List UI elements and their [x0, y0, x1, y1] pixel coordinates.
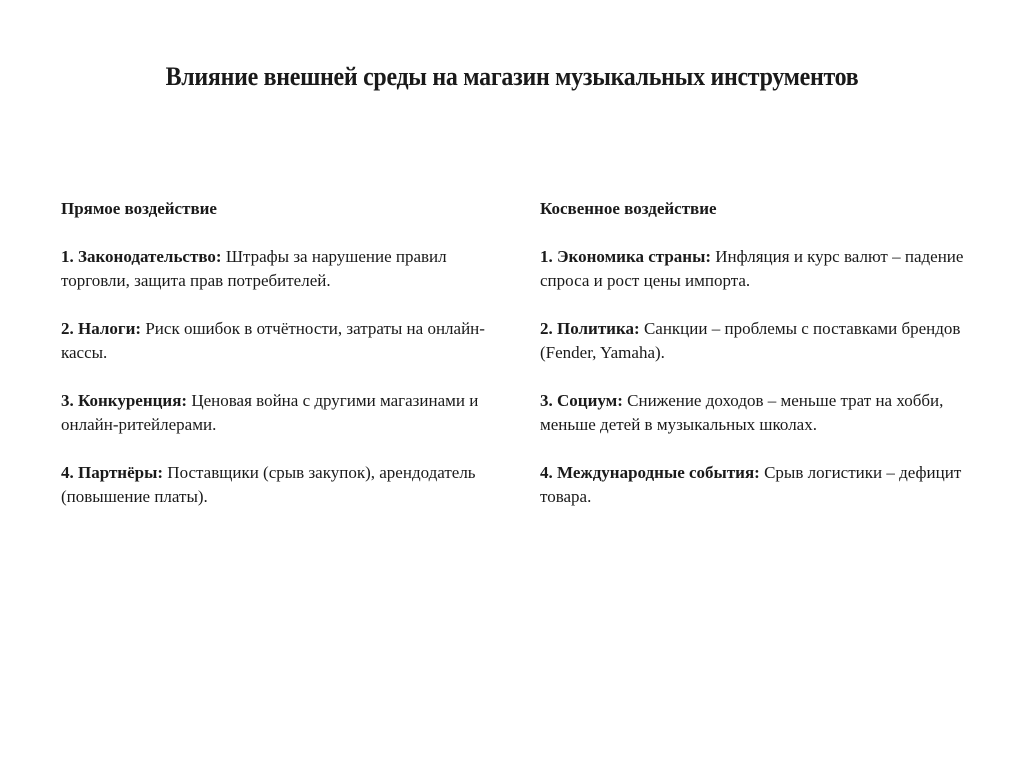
- item-text: Санкции – проблемы с поставками брендов (Fender, Yamaha).: [540, 319, 961, 362]
- item-label: 1. Экономика страны:: [540, 247, 712, 266]
- item-text: Срыв логистики – дефицит товара.: [540, 463, 962, 506]
- list-item: [61, 245, 501, 293]
- list-item: [540, 389, 980, 437]
- list-item: [540, 317, 980, 365]
- item-label: 2. Политика:: [540, 319, 640, 338]
- item-label: 3. Социум:: [540, 391, 623, 410]
- item-label: 1. Законодательство:: [61, 247, 222, 266]
- list-item: [61, 389, 501, 437]
- item-label: 4. Партнёры:: [61, 463, 164, 482]
- item-text: Инфляция и курс валют – падение спроса и рост цены импорта.: [540, 247, 964, 290]
- indirect-impact-column: [540, 197, 980, 533]
- slide-title: Влияние внешней среды на магазин музыкальных инструментов: [165, 62, 859, 91]
- item-label: 4. Международные события:: [540, 463, 760, 482]
- item-text: Риск ошибок в отчётности, затраты на онлайн-кассы.: [61, 319, 485, 362]
- item-label: 3. Конкуренция:: [61, 391, 188, 410]
- list-item: [61, 461, 501, 509]
- item-text: Поставщики (срыв закупок), арендодатель (повышение платы).: [61, 463, 476, 506]
- column-heading: Косвенное воздействие: [540, 199, 717, 218]
- list-item: [540, 245, 980, 293]
- item-text: Снижение доходов – меньше трат на хобби, меньше детей в музыкальных школах.: [540, 391, 944, 434]
- list-item: [540, 461, 980, 509]
- item-text: Штрафы за нарушение правил торговли, защита прав потребителей.: [61, 247, 447, 290]
- list-item: [61, 317, 501, 365]
- item-text: Ценовая война с другими магазинами и онлайн-ритейлерами.: [61, 391, 479, 434]
- direct-impact-column: [61, 197, 501, 533]
- item-label: 2. Налоги:: [61, 319, 142, 338]
- column-heading: Прямое воздействие: [61, 199, 217, 218]
